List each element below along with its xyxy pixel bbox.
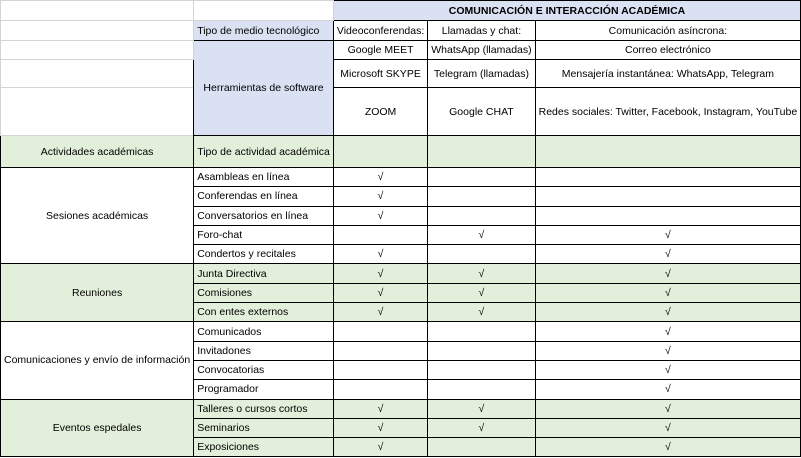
tipo-actividad-label: Tipo de actividad académica (194, 136, 334, 168)
green-header-cell (535, 136, 801, 168)
check-mark-cell: √ (535, 303, 801, 322)
check-mark-cell: √ (535, 380, 801, 399)
empty-cell (428, 341, 535, 360)
blank-cell (1, 1, 194, 21)
check-mark-cell: √ (535, 322, 801, 341)
tool-cell: Telegram (llamadas) (428, 60, 535, 88)
check-mark-cell: √ (333, 206, 427, 225)
green-header-cell (333, 136, 427, 168)
check-mark-cell: √ (428, 418, 535, 437)
activity-label: Convocatorias (194, 360, 334, 379)
check-mark-cell: √ (535, 264, 801, 283)
check-mark-cell: √ (428, 283, 535, 302)
check-mark-cell: √ (535, 360, 801, 379)
check-mark-cell: √ (333, 438, 427, 457)
empty-cell (333, 225, 427, 244)
activity-row (1, 264, 801, 283)
check-mark-cell: √ (428, 399, 535, 418)
activity-label: Junta Directiva (194, 264, 334, 283)
col-comunicacion-asincrona: Comunicación asíncrona: (535, 21, 801, 41)
check-mark-cell: √ (535, 399, 801, 418)
check-mark-cell: √ (428, 264, 535, 283)
tool-cell: Mensajería instantánea: WhatsApp, Telegram (535, 60, 801, 88)
activity-label: Comisiones (194, 283, 334, 302)
group-label: Sesiones académicas (1, 168, 194, 264)
activity-label: Programador (194, 380, 334, 399)
empty-cell (428, 438, 535, 457)
activity-row (1, 322, 801, 341)
activity-label: Comunicados (194, 322, 334, 341)
actividades-label: Actividades académicas (1, 136, 194, 168)
empty-cell (428, 245, 535, 264)
check-mark-cell: √ (535, 438, 801, 457)
empty-cell (535, 168, 801, 187)
activity-label: Conferendas en línea (194, 187, 334, 206)
check-mark-cell: √ (333, 245, 427, 264)
empty-cell (535, 206, 801, 225)
activity-label: Talleres o cursos cortos (194, 399, 334, 418)
activity-label: Asambleas en línea (194, 168, 334, 187)
empty-cell (428, 168, 535, 187)
activity-label: Seminarios (194, 418, 334, 437)
software-label: Herramientas de software (194, 41, 334, 136)
check-mark-cell: √ (428, 225, 535, 244)
check-mark-cell: √ (535, 418, 801, 437)
empty-cell (333, 380, 427, 399)
activity-label: Con entes externos (194, 303, 334, 322)
empty-cell (428, 206, 535, 225)
activity-label: Invitadones (194, 341, 334, 360)
check-mark-cell: √ (535, 225, 801, 244)
col-llamadas-chat: Llamadas y chat: (428, 21, 535, 41)
empty-cell (428, 187, 535, 206)
empty-cell (428, 380, 535, 399)
activity-label: Exposiciones (194, 438, 334, 457)
check-mark-cell: √ (333, 283, 427, 302)
tool-cell: Microsoft SKYPE (333, 60, 427, 88)
activity-label: Condertos y recitales (194, 245, 334, 264)
empty-cell (428, 360, 535, 379)
main-title: COMUNICACIÓN E INTERACCIÓN ACADÉMICA (333, 1, 800, 21)
check-mark-cell: √ (535, 341, 801, 360)
group-label: Reuniones (1, 264, 194, 322)
empty-cell (333, 341, 427, 360)
check-mark-cell: √ (333, 399, 427, 418)
check-mark-cell: √ (333, 187, 427, 206)
check-mark-cell: √ (428, 303, 535, 322)
activity-label: Conversatorios en línea (194, 206, 334, 225)
blank-cell (1, 41, 194, 60)
activity-row (1, 168, 801, 187)
tool-cell: Google CHAT (428, 88, 535, 136)
check-mark-cell: √ (333, 303, 427, 322)
activity-label: Foro-chat (194, 225, 334, 244)
tool-cell: ZOOM (333, 88, 427, 136)
blank-cell (194, 1, 334, 21)
group-label: Comunicaciones y envío de información (1, 322, 194, 399)
blank-cell (1, 21, 194, 41)
empty-cell (333, 322, 427, 341)
empty-cell (333, 360, 427, 379)
check-mark-cell: √ (535, 245, 801, 264)
empty-cell (535, 187, 801, 206)
col-videoconferencias: Videoconferendas: (333, 21, 427, 41)
check-mark-cell: √ (333, 418, 427, 437)
activity-row (1, 399, 801, 418)
medio-label: Tipo de medio tecnológico (194, 21, 334, 41)
tool-cell: WhatsApp (llamadas) (428, 41, 535, 60)
check-mark-cell: √ (535, 283, 801, 302)
check-mark-cell: √ (333, 264, 427, 283)
blank-cell (1, 60, 194, 88)
check-mark-cell: √ (333, 168, 427, 187)
tool-cell: Redes sociales: Twitter, Facebook, Instagram, YouTube (535, 88, 801, 136)
green-header-cell (428, 136, 535, 168)
tool-cell: Correo electrónico (535, 41, 801, 60)
blank-cell (1, 88, 194, 136)
tool-cell: Google MEET (333, 41, 427, 60)
group-label: Eventos espedales (1, 399, 194, 457)
empty-cell (428, 322, 535, 341)
